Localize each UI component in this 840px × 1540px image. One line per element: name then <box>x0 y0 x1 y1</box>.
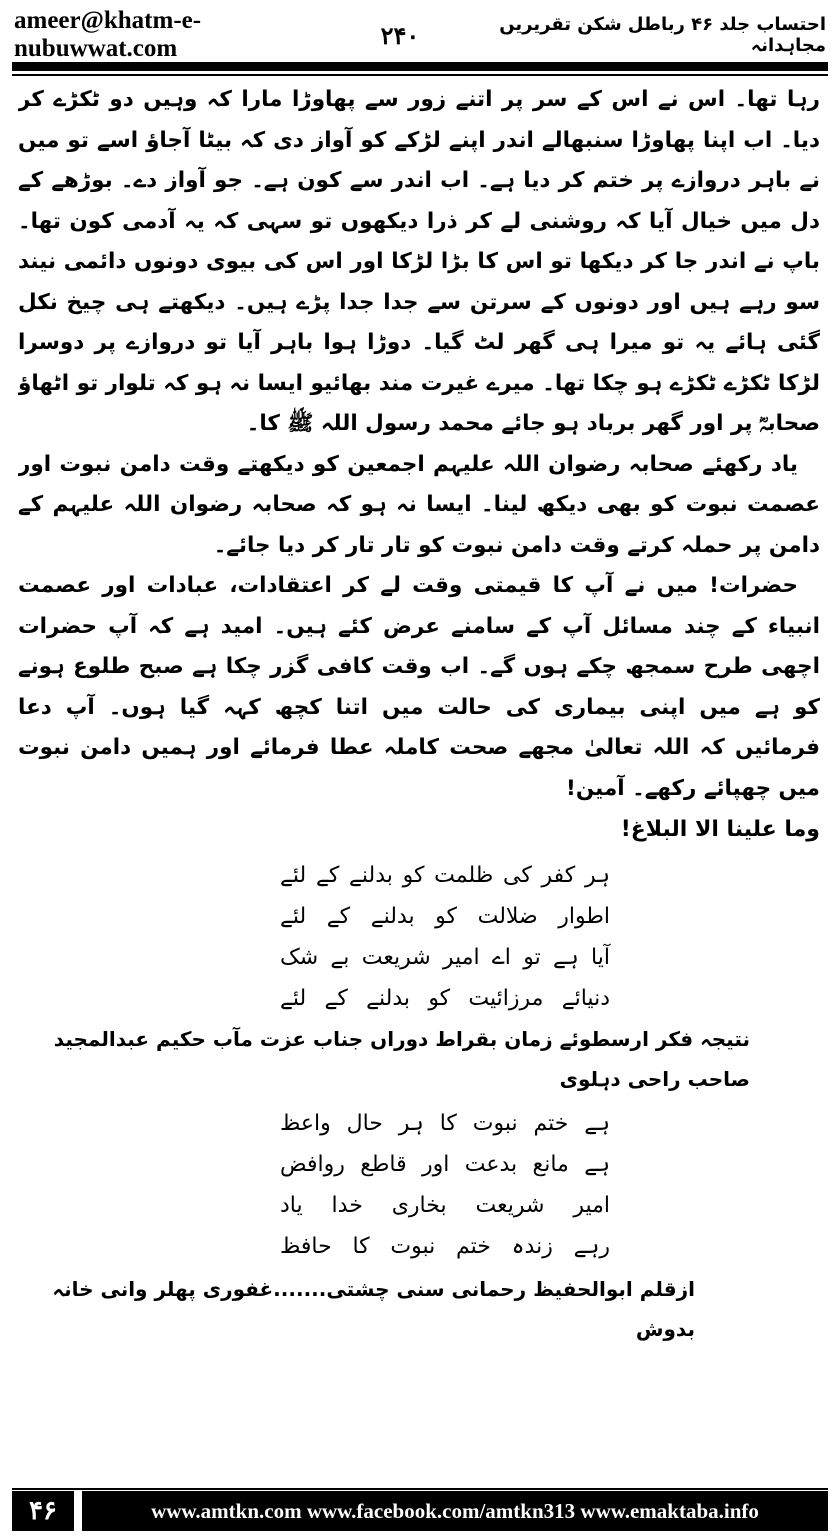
poem-1-line-1: ہر کفر کی ظلمت کو بدلنے کے لئے <box>280 863 610 888</box>
closing-line: وما علینا الا البلاغ! <box>620 817 820 842</box>
header-rule-thick <box>12 62 828 71</box>
header-title: احتساب جلد ۴۶ رباطل شکن تقریریں مجاہدانہ <box>499 14 826 56</box>
footer-page-number: ۴۶ <box>12 1491 74 1531</box>
header-page-number: ۲۴۰ <box>380 20 420 50</box>
paragraph-2: یاد رکھئے صحابہ رضوان اللہ علیہم اجمعین کو دیکھتے وقت دامن نبوت اور عصمت نبوت کو بھی دیکھ لینا۔ ایسا نہ ہو کہ صحابہ رضوان اللہ علیہم کے دامن پر حملہ کرتے وقت دامن نبوت کو تار تار کر دیا جائے۔ <box>18 451 820 558</box>
poem-2-line-4: رہے زندہ ختم نبوت کا حافظ <box>280 1234 610 1259</box>
poem-1-line-2: اطوار ضلالت کو بدلنے کے لئے <box>280 904 610 929</box>
poem-2 <box>18 1103 820 1267</box>
paragraph-1: رہا تھا۔ اس نے اس کے سر پر اتنے زور سے پھاوڑا مارا کہ وہیں دو ٹکڑے کر دیا۔ اب اپنا پھاوڑا سنبھالے اندر اپنے لڑکے کو آواز دی کہ بیٹا آجاؤ اسے تو میں نے باہر دروازے پر ختم کر دیا ہے۔ اب اندر سے کون ہے۔ جو آواز دے۔ بوڑھے کے دل میں خیال آیا کہ روشنی لے کر ذرا دیکھوں تو سہی کہ یہ آدمی کون تھا۔ باپ نے اندر جا کر دیکھا تو اس کا بڑا لڑکا اور اس کی بیوی دونوں دائمی نیند سو رہے ہیں اور دونوں کے سرتن سے جدا جدا پڑے ہیں۔ دیکھتے ہی چیخ نکل گئی ہائے یہ تو میرا ہی گھر لٹ گیا۔ دوڑا ہوا باہر آیا تو دروازے پر دوسرا لڑکا ٹکڑے ٹکڑے ہو چکا تھا۔ میرے غیرت مند بھائیو ایسا نہ ہو کہ تلوار تو اٹھاؤ صحابہؓ پر اور گھر برباد ہو جائے محمد رسول اللہ ﷺ کا۔ <box>18 87 820 436</box>
poem-1 <box>18 855 820 1019</box>
header-left-group <box>14 7 419 63</box>
header-email: ameer@khatm-e-nubuwwat.com <box>14 7 202 62</box>
page-header <box>14 7 826 62</box>
poem-2-heading: نتیجہ فکر ارسطوئے زمان بقراط دوراں جناب عزت مآب حکیم عبدالمجید صاحب راحی دہلوی <box>53 1027 750 1091</box>
poem-2-credit: ازقلم ابوالحفیظ رحمانی سنی چشتی.......غفوری پھلر وانی خانہ بدوش <box>52 1277 695 1341</box>
poem-2-line-1: ہے ختم نبوت کا ہر حال واعظ <box>280 1111 610 1136</box>
paragraph-3: حضرات! میں نے آپ کا قیمتی وقت لے کر اعتقادات، عبادات اور عصمت انبیاء کے چند مسائل آپ کے سامنے عرض کئے ہیں۔ امید ہے کہ آپ حضرات اچھی طرح سمجھ چکے ہوں گے۔ اب وقت کافی گزر چکا ہے صبح طلوع ہونے کو ہے میں اپنی بیماری کی حالت میں اتنا کچھ کہہ گیا ہوں۔ آپ دعا فرمائیں کہ اللہ تعالیٰ مجھے صحت کاملہ عطا فرمائے اور ہمیں دامن نبوت میں چھپائے رکھے۔ آمین! <box>18 573 820 801</box>
page-footer <box>12 1488 828 1532</box>
page-content <box>18 80 820 1455</box>
poem-2-line-3: امیر شریعت بخاری خدا یاد <box>280 1193 610 1218</box>
poem-2-line-2: ہے مانع بدعت اور قاطع روافض <box>280 1152 610 1177</box>
poem-1-line-4: دنیائے مرزائیت کو بدلنے کے لئے <box>280 986 610 1011</box>
header-rule-thin <box>12 74 828 76</box>
poem-1-line-3: آیا ہے تو اے امیر شریعت بے شک <box>280 945 610 970</box>
footer-links: www.amtkn.com www.facebook.com/amtkn313 www.emaktaba.info <box>82 1491 828 1531</box>
